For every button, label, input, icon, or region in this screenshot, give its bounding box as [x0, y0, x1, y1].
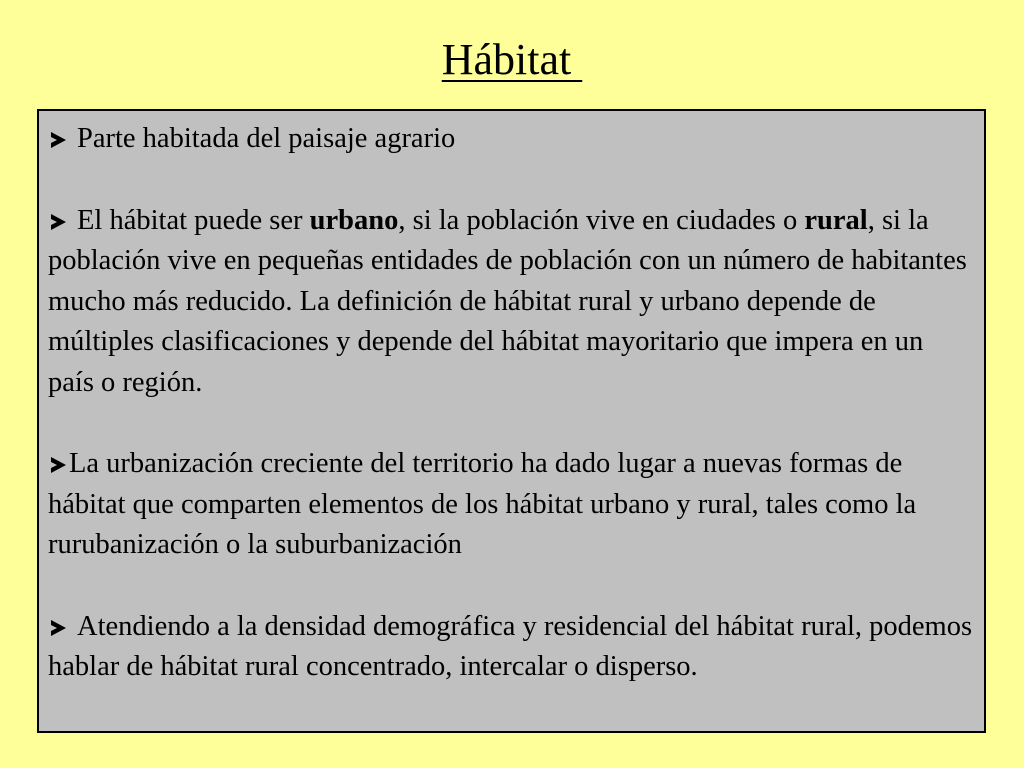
bold-term-rural: rural — [804, 204, 868, 236]
arrowhead-bullet-icon — [51, 457, 66, 473]
bullet-item-3 — [48, 444, 973, 566]
bullet-text-3: La urbanización creciente del territorio ha dado lugar a nuevas formas de hábitat que comparten elementos de los hábitat urbano y rural, tales como la rurubanización o la suburbanización — [48, 448, 917, 560]
arrowhead-bullet-icon — [51, 214, 66, 230]
slide-title — [0, 34, 1024, 86]
bullet-text-4: Atendiendo a la densidad demográfica y residencial del hábitat rural, podemos hablar de hábitat rural concentrado, intercalar o disperso. — [48, 610, 973, 682]
bullet-text-2c: , si la población vive en pequeñas entidades de población con un número de habitantes mucho más reducido. La definición de hábitat rural y urbano depende de múltiples clasificaciones y depende del hábitat mayoritario que impera en un país o región. — [48, 204, 967, 398]
slide-title-text: Hábitat — [441, 35, 583, 84]
bullet-text-2a: El hábitat puede ser — [77, 204, 310, 236]
bullet-list — [48, 119, 973, 688]
bullet-text-1: Parte habitada del paisaje agrario — [77, 123, 456, 154]
bullet-item-2 — [48, 201, 973, 404]
content-box — [37, 109, 986, 733]
arrowhead-bullet-icon — [51, 620, 66, 636]
bullet-item-1 — [48, 119, 973, 160]
bullet-text-2b: , si la población vive en ciudades o — [398, 204, 805, 236]
arrowhead-bullet-icon — [51, 132, 66, 148]
bullet-item-4 — [48, 607, 973, 688]
bold-term-urbano: urbano — [309, 204, 399, 236]
